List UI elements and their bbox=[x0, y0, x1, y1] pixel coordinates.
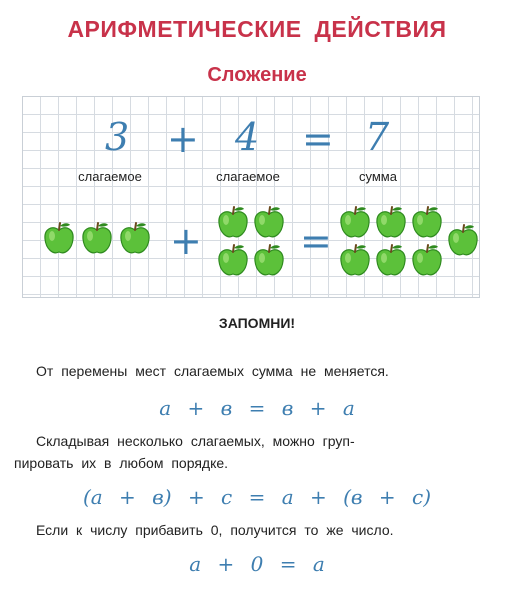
equals-sign: = bbox=[302, 117, 334, 161]
section-subtitle: Сложение bbox=[207, 64, 307, 86]
addend-2-caption: слагаемое bbox=[216, 169, 280, 184]
apple-icon bbox=[216, 204, 250, 240]
formula-commutative: a + в = в + a bbox=[159, 396, 355, 420]
apple-icon bbox=[410, 204, 444, 240]
apple-icon bbox=[374, 204, 408, 240]
addend-2-number: 4 bbox=[235, 115, 260, 159]
sum-caption: сумма bbox=[359, 169, 397, 184]
formula-zero: a + 0 = a bbox=[189, 552, 325, 576]
apple-icon bbox=[216, 242, 250, 278]
sum-number: 7 bbox=[365, 115, 390, 159]
apple-icon bbox=[410, 242, 444, 278]
page-title: АРИФМЕТИЧЕСКИЕ ДЕЙСТВИЯ bbox=[67, 16, 447, 42]
apple-equals-sign: = bbox=[300, 219, 332, 263]
apple-icon bbox=[252, 204, 286, 240]
remember-heading: ЗАПОМНИ! bbox=[218, 315, 296, 331]
apple-icon bbox=[252, 242, 286, 278]
apple-icon bbox=[374, 242, 408, 278]
rule-associative-line-2: пировать их в любом порядке. bbox=[14, 455, 229, 471]
addend-1-number: 3 bbox=[105, 115, 130, 159]
apple-icon bbox=[446, 222, 480, 258]
apple-plus-sign: + bbox=[170, 219, 202, 263]
apple-icon bbox=[118, 220, 152, 256]
plus-sign: + bbox=[167, 117, 199, 161]
addend-1-caption: слагаемое bbox=[78, 169, 142, 184]
formula-associative: (a + в) + c = a + (в + c) bbox=[82, 485, 432, 509]
rule-commutative: От перемены мест слагаемых сумма не меняется. bbox=[36, 363, 389, 379]
rule-zero: Если к числу прибавить 0, получится то же число. bbox=[36, 522, 394, 538]
apple-icon bbox=[42, 220, 76, 256]
apple-icon bbox=[338, 204, 372, 240]
rule-associative-line-1: Складывая несколько слагаемых, можно груп- bbox=[36, 433, 355, 449]
apple-icon bbox=[80, 220, 114, 256]
apple-icon bbox=[338, 242, 372, 278]
